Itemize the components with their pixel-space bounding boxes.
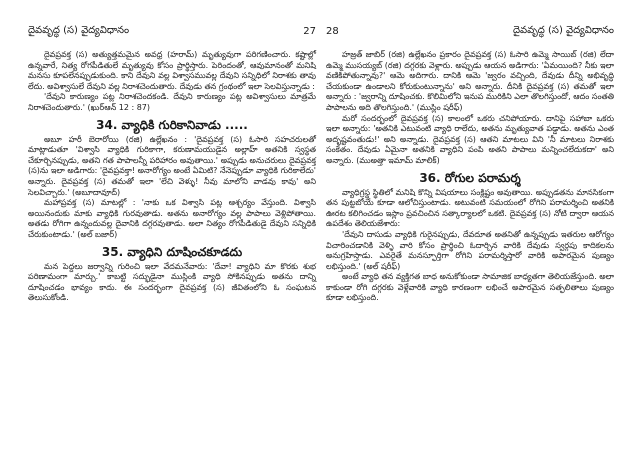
left-body [28,50,316,304]
left-running-head [28,22,316,40]
right-paragraph-4: 'దేవుని దాసుడు వ్యాధికి గురైనప్పుడు, దేవదూత అతనితో ఉన్నప్పుడు ఇతరుల ఆరోగ్యం విచారించడానికి వెళ్ళి వారి కోసం ప్రార్థించి ఓదార్చిన వారికి దేవుడు స్వర్గపు కాదికలను అనుగ్రహిస్తాడు. ఎవరైతే మనస్ఫూర్తిగా రోగిని పరామర్శిస్తారో వారికి అపారమైన పుణ్యం లభిస్తుంది.' (అల్ షరీఫ్) [326,229,614,271]
right-running-head [326,22,614,40]
right-paragraph-3: వ్యాధిగ్రస్థ స్థితిలో మనిషి కొన్ని విషయాలు సంక్లిష్టం అవుతాయి. అప్పుడతను మానసికంగా తన పుట్టబోయే కూడా ఆలోచిస్తుంటాడు. అటువంటి సమయంలో రోగిని పరామర్శించి అతనికి ఊరట కలిగించడం ఇస్లాం ప్రవచించిన సత్కార్యాలలో ఒకటి. దైవప్రవక్త (స) నోటి ద్వారా ఆయన ఉపదేశం తెలియజేశారు: [326,187,614,229]
left-running-head-title: దైవవృద్ధ (స) వైద్యవిధానం [28,25,130,36]
left-paragraph-1: దైవప్రవక్త (స) అత్యుత్తమమైన అవధ్ర (హరామ్) మృత్యువుగా పరిగణించారు. కష్టాల్లో ఉన్నవారే, నిత్య రోగపీడితులే మృత్యువు కోసం ప్రార్థిస్తారు. పెరిందంతో, ఆవుమానంతో మనిషి మనసు కూపలేనప్పుడుకుంది. కాని దేవుని వల్ల విశ్వాసమువల్ల దేవుని సన్నిధిలో నిరాశకు తావు లేదు. అవిశ్వాసులే దేవుని వల్ల నిరాశచెందుతారు. దేవుడు తన గ్రంథంలో ఇలా సెలవిస్తున్నాడు : [28,50,316,91]
left-paragraph-3: అబూ హరీ బెరారోయి (రజి) ఉల్లేఖనం : 'దైవప్రవక్త (స) ఓసారి సహచరులతో మాట్లాడుతూ 'విశ్వాసి వ్యాధికి గురికాగా, కరుణామయుడైన అల్లాహ్ అతనికి స్వస్థత చేకూర్చినప్పుడు, అతని గత పాపాలన్నీ పరిహారం అవుతాయి.' అప్పుడు అనుచరులు దైవప్రవక్త (స)ను ఇలా అడిగారు: 'దైవప్రవక్తా! అనారోగ్యం అంటే ఏమిటి? నేనెప్పుడూ వ్యాధికి గురికాలేదు' అన్నారు. దైవప్రవక్త (స) తమతో ఇలా 'లేచి వెళ్ళు! నీవు మాలోని వాడవు కావు' అని సెలవిచ్చారు.' (అబూదావూద్) [28,134,316,197]
left-heading-2: 35. వ్యాధిని దూషించకూడదు [101,244,243,259]
right-page-number: 28 [326,25,339,37]
right-paragraph-5: అంటే వ్యాధి తన వ్యక్తిగత బాధ అనుకోకుండా సామాజిక బాధ్యతగా తెలియజేస్తుంది. అలా కాకుండా రోగి దగ్గరకు వెళ్లేవారికి వ్యాధి కారణంగా లభించే అపారమైన సత్ఫలితాలు పుణ్యం కూడా లభిస్తుంది. [326,272,614,303]
right-heading-1: 36. రోగుల పరామర్శ [419,170,521,185]
left-page [28,22,316,440]
right-paragraph-1: హజ్రత్ జాబిర్ (రజి) ఉల్లేఖనం ప్రకారం దైవప్రవక్త (స) ఓసారి ఉమ్మె సాయిబ్ (రజి) లేదా ఉమ్మె ముసయ్యబ్ (రజి) దగ్గరకు వెళ్లారు. అప్పుడు ఆయన అడిగారు: 'ఏమయింది? నీకు ఇలా వణికిపోతున్నావు?' ఆమె అదిగారు. దానికి ఆమె 'జ్వరం వచ్చింది, దేవుడు దీన్ని అభివృద్ధి చేయకుండా ఉండాలని కోరుకుంటున్నాను' అని అన్నారు. దీనికి దైవప్రవక్త (స) తమతో ఇలా అన్నారు : 'జ్వరాన్ని దూషించకు. కొలిమిలోని ఇనుప మురికిని ఎలా తొలగిస్తుందో, ఆదం సంతతి పాపాలను అది తొలగిస్తుంది.' (ముస్లిం షరీఫ్) [326,50,614,112]
right-body [326,50,614,304]
left-paragraph-4: మహాప్రవక్త (స) మాటల్లో : 'నాకు ఒక విశ్వాసి పట్ల ఆశ్చర్యం వేస్తుంది. విశ్వాసి అయినందుకు మాకు వ్యాధికి గురవుతాడు. అతను అనారోగ్యం వల్ల పాపాలు వెళ్లిపోతాయి. అతడు రోగిగా ఉన్నందువల్ల దైవానికి దగ్గరవుతాడు. అలా నిత్యం రోగపీడితుడై దేవుని సన్నిధికి చేరుకుంటాడు.' (అల్ బజార్) [28,198,316,239]
right-running-head-title: దైవవృద్ధ (స) వైద్యవిధానం [512,25,614,36]
left-paragraph-5: మన పెద్దలు జర్వాన్ని గురించి ఇలా వేదమనేవారు: 'దేవా! వ్యాధిని మా కొరకు శుభ పరిణామంగా మార్చు.' కాబట్టి సద్భుడైనా ముస్లింకి వ్యాధి సోకినప్పుడు అతను దాన్ని దూషించడం భావ్యం కాదు. ఈ సందర్భంగా దైవప్రవక్త (స) జీవితంలోని ఓ సంఘటన తెలుసుకోండి. [28,261,316,303]
left-heading-1: 34. వ్యాధికి గురికానివాడు ..... [96,117,248,132]
left-page-number: 27 [303,25,316,37]
right-page [326,22,614,440]
right-paragraph-2: మరో సందర్భంలో దైవప్రవక్త (స) కాలంలో ఒకరు చనిపోయారు. దానిపై సహాబా ఒకరు ఇలా అన్నారు: 'అతనికి ఎటువంటి వ్యాధి రాలేదు, అతను మృత్యువాత పడ్డాడు. అతను ఎంత అదృష్టవంతుడు!' అని అన్నాడు. దైవప్రవక్త (స) ఆతని మాటలు విని 'నీ మాటలు నిరాశకు సంకేతం. దేవుడు ఏమైనా అతనికి వ్యాధిని పంపి అతని పాపాలు మన్నించలేదుకదా' అని అన్నారు. (ముఅత్తా ఇమామ్ మాలిక్) [326,113,614,165]
left-paragraph-2: 'దేవుని కారుణ్యం పట్ల నిరాశచెందకండి. దేవుని కారుణ్యం పట్ల అవిశ్వాసులు మాత్రమే నిరాశచెందుతారు.' (ఖుర్‌ఆన్ 12 : 87) [28,92,316,112]
